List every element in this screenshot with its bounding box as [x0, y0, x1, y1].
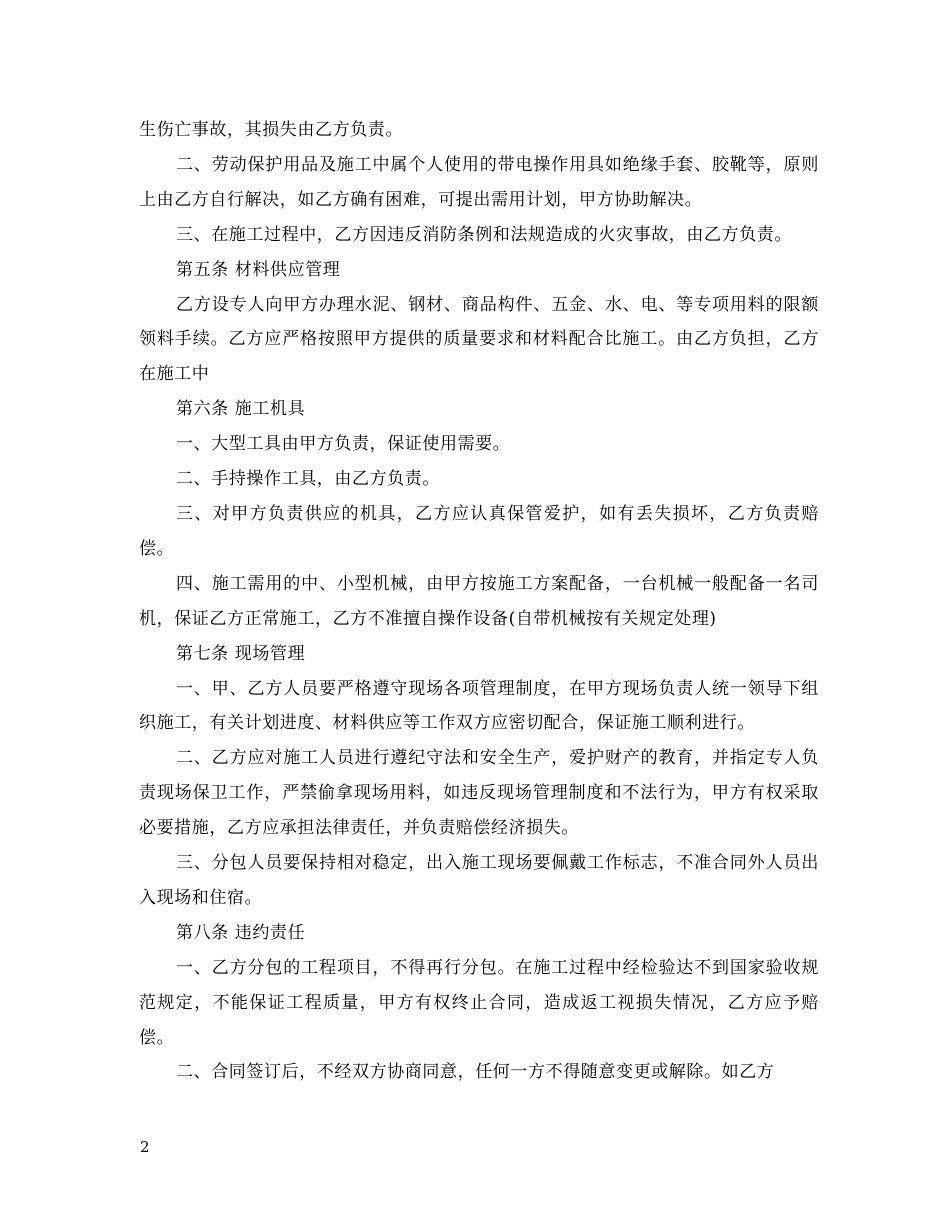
paragraph-clause-protective-equipment: 二、劳动保护用品及施工中属个人使用的带电操作用具如绝缘手套、胶靴等，原则上由乙方自行解决，如乙方确有困难，可提出需用计划，甲方协助解决。	[139, 154, 819, 210]
paragraph-clause-fire-safety: 三、在施工过程中，乙方因违反消防条例和法规造成的火灾事故，由乙方负责。	[176, 224, 792, 245]
paragraph-hand-tools: 二、手持操作工具，由乙方负责。	[176, 469, 440, 490]
paragraph-large-tools: 一、大型工具由甲方负责，保证使用需要。	[176, 434, 511, 455]
page-number: 2	[140, 1138, 150, 1156]
article-heading-7: 第七条 现场管理	[176, 643, 306, 664]
paragraph-site-rules: 一、甲、乙方人员要严格遵守现场各项管理制度，在甲方现场负责人统一领导下组织施工，有关计划进度、材料供应等工作双方应密切配合，保证施工顺利进行。	[139, 678, 819, 734]
paragraph-material-supply: 乙方设专人向甲方办理水泥、钢材、商品构件、五金、水、电、等专项用料的限额领料手续。乙方应严格按照甲方提供的质量要求和材料配合比施工。由乙方负担，乙方在施工中	[139, 294, 819, 385]
paragraph-contract-changes: 二、合同签订后，不经双方协商同意，任何一方不得随意变更或解除。如乙方	[176, 1062, 775, 1083]
paragraph-no-subcontracting: 一、乙方分包的工程项目，不得再行分包。在施工过程中经检验达不到国家验收规范规定，不能保证工程质量，甲方有权终止合同，造成返工视损失情况，乙方应予赔偿。	[139, 957, 819, 1048]
document-body	[139, 113, 819, 1090]
article-heading-6: 第六条 施工机具	[176, 399, 306, 420]
article-heading-8: 第八条 违约责任	[176, 922, 306, 943]
paragraph-equipment-care: 三、对甲方负责供应的机具，乙方应认真保管爱护，如有丢失损坏，乙方负责赔偿。	[139, 503, 819, 559]
paragraph-personnel-stability: 三、分包人员要保持相对稳定，出入施工现场要佩戴工作标志，不准合同外人员出入现场和住宿。	[139, 853, 819, 908]
paragraph-continuation: 生伤亡事故，其损失由乙方负责。	[139, 120, 403, 140]
paragraph-site-security: 二、乙方应对施工人员进行遵纪守法和安全生产，爱护财产的教育，并指定专人负责现场保卫工作，严禁偷拿现场用料，如违反现场管理制度和不法行为，甲方有权采取必要措施，乙方应承担法律责任，并负责赔偿经济损失。	[139, 748, 819, 839]
article-heading-5: 第五条 材料供应管理	[176, 259, 341, 280]
paragraph-machinery: 四、施工需用的中、小型机械，由甲方按施工方案配备，一台机械一般配备一名司机，保证乙方正常施工，乙方不准擅自操作设备(自带机械按有关规定处理)	[139, 573, 819, 629]
